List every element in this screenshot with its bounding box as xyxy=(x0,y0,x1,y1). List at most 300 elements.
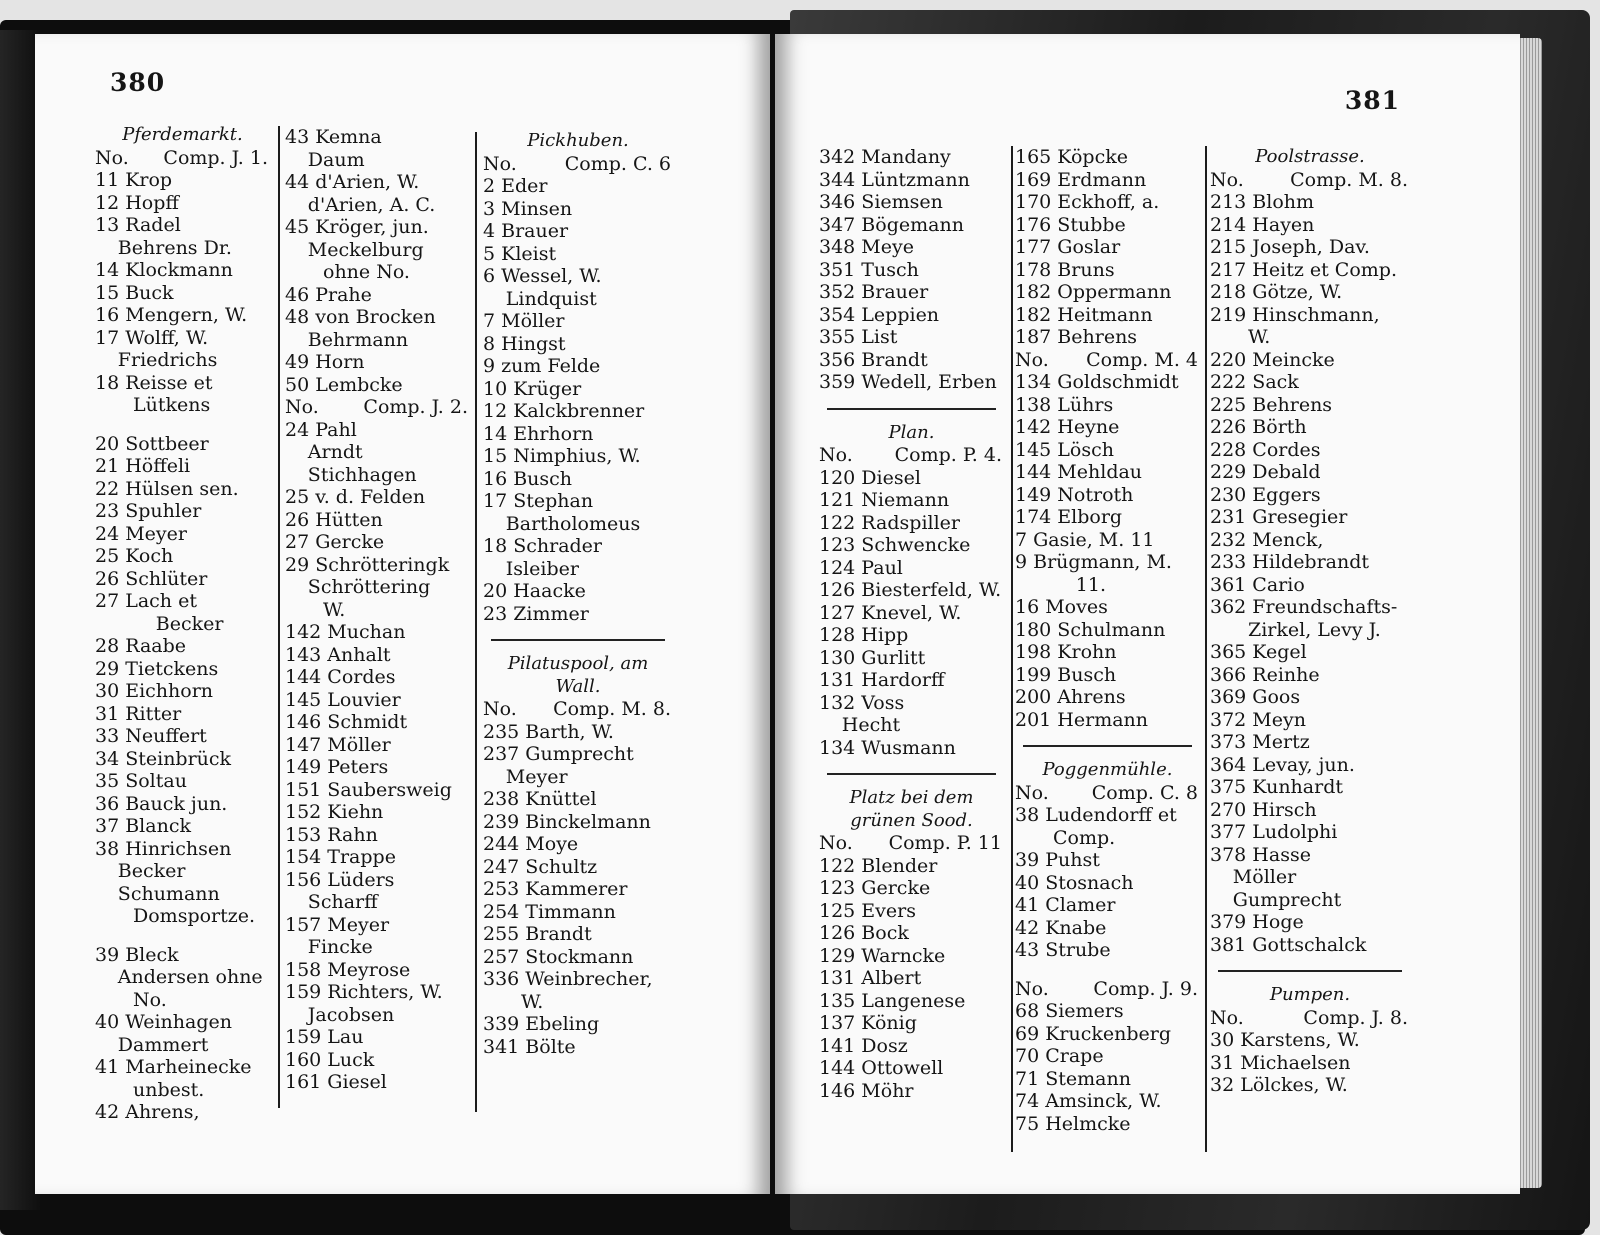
street-heading: Plan. xyxy=(888,421,935,443)
list-item-continuation: Schröttering xyxy=(307,576,431,598)
list-item: 219 Hinschmann, xyxy=(1210,303,1380,326)
company-label: Comp. J. 2. xyxy=(363,396,468,418)
list-item: 42 Knabe xyxy=(1015,916,1107,939)
company-header xyxy=(483,698,673,721)
list-item: 75 Helmcke xyxy=(1015,1112,1131,1135)
list-item: 342 Mandany xyxy=(819,146,951,168)
street-section xyxy=(1015,978,1200,1136)
list-item: 134 Goldschmidt xyxy=(1015,371,1179,393)
company-label: Comp. M. 8. xyxy=(553,698,671,720)
list-item: 170 Eckhoff, a. xyxy=(1015,191,1160,213)
list-item: 198 Krohn xyxy=(1015,641,1117,663)
company-header xyxy=(819,444,1004,467)
list-item: 128 Hipp xyxy=(819,624,909,646)
list-item: 146 Möhr xyxy=(819,1079,914,1102)
number-label: No. xyxy=(1015,348,1049,371)
column-rule xyxy=(1205,146,1207,1152)
street-section xyxy=(1210,984,1410,1097)
list-item: 10 Krüger xyxy=(483,377,582,400)
list-item: 49 Horn xyxy=(285,351,365,373)
list-item: 11 Krop xyxy=(95,169,173,191)
list-item-continuation: Meckelburg xyxy=(307,238,424,261)
list-item: 270 Hirsch xyxy=(1210,798,1317,821)
list-item-continuation: Gumprecht xyxy=(1232,888,1342,911)
list-item: 377 Ludolphi xyxy=(1210,821,1338,843)
list-item: 14 Klockmann xyxy=(95,259,233,281)
list-item: 131 Albert xyxy=(819,967,922,989)
list-item: 69 Kruckenberg xyxy=(1015,1022,1172,1045)
list-item: 348 Meye xyxy=(819,236,914,258)
list-item: 13 Radel xyxy=(95,214,181,236)
list-item: 187 Behrens xyxy=(1015,326,1138,348)
list-item: 15 Nimphius, W. xyxy=(483,445,641,467)
list-item: 143 Anhalt xyxy=(285,643,391,666)
spacer xyxy=(95,417,270,433)
company-header xyxy=(819,832,1004,855)
street-section xyxy=(819,146,1004,410)
list-item: 20 Haacke xyxy=(483,580,586,602)
list-item: 362 Freundschafts- xyxy=(1210,596,1398,618)
list-item: 122 Radspiller xyxy=(819,511,961,534)
list-item-continuation: d'Arien, A. C. xyxy=(307,193,436,216)
list-item: 122 Blender xyxy=(819,854,938,877)
list-item: 369 Goos xyxy=(1210,686,1301,708)
list-item: 127 Knevel, W. xyxy=(819,601,962,624)
street-heading: Pumpen. xyxy=(1269,984,1351,1005)
list-item: 121 Niemann xyxy=(819,489,950,511)
list-item: 2 Eder xyxy=(483,175,548,197)
list-item: 36 Bauck jun. xyxy=(95,792,228,815)
list-item-continuation: Isleiber xyxy=(505,557,579,580)
street-section xyxy=(285,396,470,1094)
list-item: 154 Trappe xyxy=(285,846,396,868)
list-item: 27 Lach et Becker xyxy=(95,590,224,635)
list-item: 229 Debald xyxy=(1210,461,1321,483)
list-item-continuation: ohne No. xyxy=(323,261,410,283)
list-item: 178 Bruns xyxy=(1015,258,1115,281)
list-item: 145 Louvier xyxy=(285,688,401,711)
list-item: 5 Kleist xyxy=(483,242,557,265)
page-number: 380 xyxy=(110,68,166,97)
list-item: 233 Hildebrandt xyxy=(1210,551,1370,573)
list-item-continuation: Lütkens xyxy=(133,394,211,416)
list-item: 366 Reinhe xyxy=(1210,663,1320,686)
street-heading: Platz bei dem grünen Sood. xyxy=(849,787,974,831)
list-item: 17 Wolff, W. xyxy=(95,326,209,349)
list-item-continuation: Zirkel, Levy J. xyxy=(1248,618,1381,641)
company-label: Comp. P. 4. xyxy=(894,444,1002,466)
section-separator xyxy=(491,639,665,641)
list-item: 372 Meyn xyxy=(1210,708,1306,731)
list-item: 177 Goslar xyxy=(1015,236,1121,258)
list-item: 9 Brügmann, M. 11. xyxy=(1015,551,1172,596)
list-item: 222 Sack xyxy=(1210,371,1299,393)
list-item: 17 Stephan xyxy=(483,490,594,512)
company-header xyxy=(285,396,470,419)
list-item: 144 Cordes xyxy=(285,666,396,688)
list-item: 365 Kegel xyxy=(1210,641,1307,663)
column-3 xyxy=(1210,146,1410,1097)
list-item-continuation: Comp. xyxy=(1053,826,1116,849)
list-item-continuation: Friedrichs xyxy=(117,349,218,371)
list-item: 152 Kiehn xyxy=(285,801,384,823)
number-label: No. xyxy=(819,832,853,854)
list-item: 28 Raabe xyxy=(95,635,187,657)
list-item: 39 Puhst xyxy=(1015,849,1100,871)
book-cover-left xyxy=(0,30,40,1210)
list-item: 201 Hermann xyxy=(1015,708,1149,731)
list-item: 126 Bock xyxy=(819,922,909,944)
list-item: 141 Dosz xyxy=(819,1034,908,1057)
list-item-continuation: Hecht xyxy=(841,714,901,736)
list-item: 228 Cordes xyxy=(1210,438,1321,461)
list-item: 38 Ludendorff et xyxy=(1015,804,1177,826)
list-item: 232 Menck, xyxy=(1210,528,1324,551)
list-item: 352 Brauer xyxy=(819,281,929,303)
list-item: 26 Hütten xyxy=(285,508,383,531)
list-item: 16 Busch xyxy=(483,467,573,490)
list-item: 21 Höffeli xyxy=(95,455,191,477)
list-item: 180 Schulmann xyxy=(1015,618,1166,641)
list-item: 23 Zimmer xyxy=(483,602,589,625)
list-item: 7 Möller xyxy=(483,310,565,332)
company-header xyxy=(1015,349,1200,372)
list-item: 44 d'Arien, W. xyxy=(285,171,420,193)
list-item: 174 Elborg xyxy=(1015,506,1123,528)
list-item: 373 Mertz xyxy=(1210,731,1310,753)
list-item: 41 Marheinecke xyxy=(95,1056,252,1078)
list-item-continuation: Behrmann xyxy=(307,328,409,351)
number-label: No. xyxy=(95,146,129,169)
list-item: 70 Crape xyxy=(1015,1045,1104,1067)
company-label: Comp. J. 8. xyxy=(1303,1006,1408,1029)
column-2 xyxy=(285,126,470,1094)
list-item: 3 Minsen xyxy=(483,197,573,220)
street-heading: Pilatuspool, am Wall. xyxy=(507,653,649,697)
page-number: 381 xyxy=(1344,86,1400,115)
list-item-continuation: W. xyxy=(1248,326,1271,348)
list-item: 71 Stemann xyxy=(1015,1067,1131,1090)
list-item: 43 Kemna xyxy=(285,126,382,148)
section-separator xyxy=(827,773,996,775)
list-item: 213 Blohm xyxy=(1210,191,1315,213)
number-label: No. xyxy=(1015,781,1049,804)
number-label: No. xyxy=(483,698,517,720)
list-item: 16 Moves xyxy=(1015,596,1108,618)
list-item-continuation: Lindquist xyxy=(505,287,597,310)
list-item: 7 Gasie, M. 11 xyxy=(1015,528,1155,551)
list-item: 156 Lüders xyxy=(285,868,395,891)
list-item: 42 Ahrens, xyxy=(95,1101,200,1123)
list-item: 161 Giesel xyxy=(285,1071,387,1093)
street-heading: Poggenmühle. xyxy=(1042,759,1173,780)
number-label: No. xyxy=(285,396,319,418)
street-section xyxy=(1015,759,1200,978)
list-item: 43 Strube xyxy=(1015,939,1111,961)
list-item-continuation: Dammert xyxy=(117,1033,209,1056)
list-item: 31 Michaelsen xyxy=(1210,1051,1351,1074)
list-item: 378 Hasse xyxy=(1210,843,1311,866)
list-item-continuation: Fincke xyxy=(307,936,373,958)
list-item: 151 Saubersweig xyxy=(285,778,452,801)
list-item-continuation: Andersen ohne xyxy=(117,966,263,988)
column-1 xyxy=(95,124,270,1124)
list-item: 31 Ritter xyxy=(95,702,182,725)
list-item: 39 Bleck xyxy=(95,943,179,966)
list-item: 169 Erdmann xyxy=(1015,168,1147,191)
list-item: 131 Hardorff xyxy=(819,669,945,691)
list-item: 165 Köpcke xyxy=(1015,146,1128,168)
number-label: No. xyxy=(483,152,517,175)
list-item-continuation: Scharff xyxy=(307,891,378,913)
list-item: 32 Lölckes, W. xyxy=(1210,1074,1348,1096)
list-item: 30 Eichhorn xyxy=(95,680,214,702)
list-item: 359 Wedell, Erben xyxy=(819,371,997,393)
list-item: 157 Meyer xyxy=(285,913,390,936)
list-item: 30 Karstens, W. xyxy=(1210,1029,1360,1051)
list-item: 15 Buck xyxy=(95,281,174,304)
street-section xyxy=(819,422,1004,776)
list-item: 27 Gercke xyxy=(285,531,385,553)
list-item: 218 Götze, W. xyxy=(1210,281,1343,303)
list-item: 16 Mengern, W. xyxy=(95,304,248,326)
list-item: 124 Paul xyxy=(819,556,903,579)
list-item: 40 Stosnach xyxy=(1015,871,1134,894)
list-item: 138 Lührs xyxy=(1015,393,1114,416)
list-item: 336 Weinbrecher, xyxy=(483,968,653,990)
street-section xyxy=(483,653,673,1058)
column-1 xyxy=(819,146,1004,1102)
list-item: 341 Bölte xyxy=(483,1035,576,1058)
list-item: 379 Hoge xyxy=(1210,911,1304,933)
list-item: 9 zum Felde xyxy=(483,355,601,377)
list-item: 12 Kalckbrenner xyxy=(483,400,645,422)
list-item: 153 Rahn xyxy=(285,823,378,846)
list-item: 38 Hinrichsen xyxy=(95,837,232,860)
list-item: 356 Brandt xyxy=(819,348,928,371)
company-label: Comp. M. 8. xyxy=(1290,168,1408,191)
street-section xyxy=(95,124,270,1124)
list-item: 22 Hülsen sen. xyxy=(95,477,239,500)
list-item: 231 Gresegier xyxy=(1210,506,1348,528)
number-label: No. xyxy=(1015,977,1049,1000)
list-item: 255 Brandt xyxy=(483,923,592,945)
list-item: 46 Prahe xyxy=(285,283,372,306)
spacer xyxy=(1015,962,1200,978)
list-item: 74 Amsinck, W. xyxy=(1015,1090,1162,1112)
list-item: 254 Timmann xyxy=(483,900,616,923)
list-item: 237 Gumprecht xyxy=(483,743,634,765)
list-item: 355 List xyxy=(819,326,898,348)
street-section xyxy=(483,130,673,641)
list-item: 215 Joseph, Dav. xyxy=(1210,236,1370,258)
list-item-continuation: Möller xyxy=(1232,866,1297,888)
spacer xyxy=(95,928,270,944)
list-item-continuation: unbest. xyxy=(133,1078,205,1101)
list-item: 226 Börth xyxy=(1210,416,1307,438)
list-item: 50 Lembcke xyxy=(285,373,403,396)
list-item: 40 Weinhagen xyxy=(95,1011,232,1033)
list-item: 199 Busch xyxy=(1015,663,1117,686)
number-label: No. xyxy=(1210,1006,1244,1029)
list-item-continuation: W. xyxy=(521,990,544,1013)
company-label: Comp. J. 1. xyxy=(163,146,268,169)
list-item: 200 Ahrens xyxy=(1015,686,1126,708)
list-item: 25 Koch xyxy=(95,545,174,567)
list-item: 20 Sottbeer xyxy=(95,432,209,455)
page-edges xyxy=(1518,38,1542,1188)
list-item: 68 Siemers xyxy=(1015,1000,1124,1022)
section-separator xyxy=(827,408,996,410)
section-separator xyxy=(1218,970,1402,972)
list-item-continuation: Domsportze. xyxy=(133,905,256,927)
list-item: 135 Langenese xyxy=(819,989,966,1012)
street-heading: Pickhuben. xyxy=(527,130,629,151)
list-item-continuation: No. xyxy=(133,988,167,1011)
company-header xyxy=(95,147,270,170)
list-item: 158 Meyrose xyxy=(285,958,411,981)
list-item: 130 Gurlitt xyxy=(819,646,926,669)
company-label: Comp. J. 9. xyxy=(1093,977,1198,1000)
list-item: 239 Binckelmann xyxy=(483,810,651,833)
list-item: 41 Clamer xyxy=(1015,894,1116,916)
list-item: 344 Lüntzmann xyxy=(819,168,970,191)
list-item: 235 Barth, W. xyxy=(483,720,614,743)
list-item: 149 Notroth xyxy=(1015,483,1134,506)
list-item: 159 Lau xyxy=(285,1026,364,1048)
list-item: 8 Hingst xyxy=(483,332,566,355)
list-item: 34 Steinbrück xyxy=(95,747,232,770)
list-item: 123 Schwencke xyxy=(819,534,971,556)
list-item: 24 Pahl xyxy=(285,418,357,441)
street-heading: Pferdemarkt. xyxy=(122,124,243,145)
list-item-continuation: W. xyxy=(323,598,346,621)
list-item: 142 Heyne xyxy=(1015,416,1120,438)
column-rule xyxy=(278,126,280,1108)
list-item: 144 Mehldau xyxy=(1015,461,1143,483)
list-item: 25 v. d. Felden xyxy=(285,486,426,508)
list-item-continuation: Schumann xyxy=(117,882,220,905)
company-header xyxy=(1015,978,1200,1001)
list-item: 361 Cario xyxy=(1210,573,1305,596)
column-2 xyxy=(1015,146,1200,1135)
street-section xyxy=(819,787,1004,1102)
list-item: 346 Siemsen xyxy=(819,191,943,213)
street-section xyxy=(1015,349,1200,748)
list-item: 126 Biesterfeld, W. xyxy=(819,579,1002,601)
company-label: Comp. C. 8 xyxy=(1091,781,1198,804)
right-page xyxy=(775,34,1520,1194)
list-item: 23 Spuhler xyxy=(95,500,202,522)
list-item: 142 Muchan xyxy=(285,621,406,643)
street-section xyxy=(1210,146,1410,972)
list-item: 37 Blanck xyxy=(95,815,191,837)
column-rule xyxy=(1011,146,1013,1152)
list-item: 129 Warncke xyxy=(819,944,946,967)
list-item: 364 Levay, jun. xyxy=(1210,753,1355,776)
list-item: 125 Evers xyxy=(819,899,916,922)
list-item: 35 Soltau xyxy=(95,770,187,792)
company-header xyxy=(483,153,673,176)
list-item-continuation: Becker xyxy=(117,860,186,882)
company-header xyxy=(1210,1007,1410,1030)
list-item: 347 Bögemann xyxy=(819,213,964,236)
list-item: 244 Moye xyxy=(483,833,579,855)
list-item: 217 Heitz et Comp. xyxy=(1210,258,1397,281)
list-item-continuation: Behrens Dr. xyxy=(117,236,232,259)
company-label: Comp. M. 4 xyxy=(1086,348,1198,371)
list-item: 220 Meincke xyxy=(1210,348,1335,371)
list-item: 146 Schmidt xyxy=(285,711,408,733)
list-item: 18 Schrader xyxy=(483,535,603,557)
company-header xyxy=(1210,169,1410,192)
list-item: 149 Peters xyxy=(285,756,389,778)
list-item-continuation: Stichhagen xyxy=(307,463,417,486)
list-item-continuation: Arndt xyxy=(307,441,363,463)
list-item: 182 Oppermann xyxy=(1015,281,1172,303)
list-item: 6 Wessel, W. xyxy=(483,265,602,287)
list-item: 247 Schultz xyxy=(483,855,598,878)
list-item: 48 von Brocken xyxy=(285,306,436,328)
list-item: 238 Knüttel xyxy=(483,788,597,810)
list-item-continuation: Meyer xyxy=(505,765,568,788)
list-item: 26 Schlüter xyxy=(95,567,208,590)
list-item: 225 Behrens xyxy=(1210,393,1333,416)
list-item: 182 Heitmann xyxy=(1015,303,1153,326)
list-item: 381 Gottschalck xyxy=(1210,933,1367,956)
column-rule xyxy=(475,132,477,1112)
list-item: 14 Ehrhorn xyxy=(483,422,594,445)
company-label: Comp. C. 6 xyxy=(564,152,671,175)
list-item: 4 Brauer xyxy=(483,220,569,242)
number-label: No. xyxy=(819,444,853,466)
list-item-continuation: Bartholomeus xyxy=(505,512,641,535)
list-item: 354 Leppien xyxy=(819,303,940,326)
column-3 xyxy=(483,130,673,1058)
list-item-continuation: Daum xyxy=(307,148,365,171)
company-header xyxy=(1015,782,1200,805)
list-item: 29 Tietckens xyxy=(95,657,219,680)
list-item: 144 Ottowell xyxy=(819,1057,944,1079)
section-separator xyxy=(1023,745,1192,747)
number-label: No. xyxy=(1210,168,1244,191)
list-item: 159 Richters, W. xyxy=(285,981,443,1003)
list-item: 176 Stubbe xyxy=(1015,213,1126,236)
list-item: 12 Hopff xyxy=(95,191,179,214)
list-item: 33 Neuffert xyxy=(95,725,207,747)
list-item: 123 Gercke xyxy=(819,877,931,899)
list-item: 257 Stockmann xyxy=(483,945,634,968)
list-item: 134 Wusmann xyxy=(819,736,956,759)
list-item: 132 Voss xyxy=(819,691,905,714)
list-item: 339 Ebeling xyxy=(483,1013,600,1035)
list-item-continuation: Jacobsen xyxy=(307,1003,395,1026)
left-page xyxy=(35,34,770,1194)
list-item: 160 Luck xyxy=(285,1048,375,1071)
list-item: 253 Kammerer xyxy=(483,878,628,900)
street-heading: Poolstrasse. xyxy=(1255,146,1365,167)
list-item: 137 König xyxy=(819,1012,917,1034)
list-item: 230 Eggers xyxy=(1210,483,1321,506)
list-item: 375 Kunhardt xyxy=(1210,776,1343,798)
list-item: 214 Hayen xyxy=(1210,213,1315,236)
company-label: Comp. P. 11 xyxy=(888,832,1002,854)
list-item: 147 Möller xyxy=(285,733,391,756)
list-item: 24 Meyer xyxy=(95,522,187,545)
street-section xyxy=(285,126,470,396)
list-item: 351 Tusch xyxy=(819,258,919,281)
list-item: 29 Schrötteringk xyxy=(285,553,450,576)
